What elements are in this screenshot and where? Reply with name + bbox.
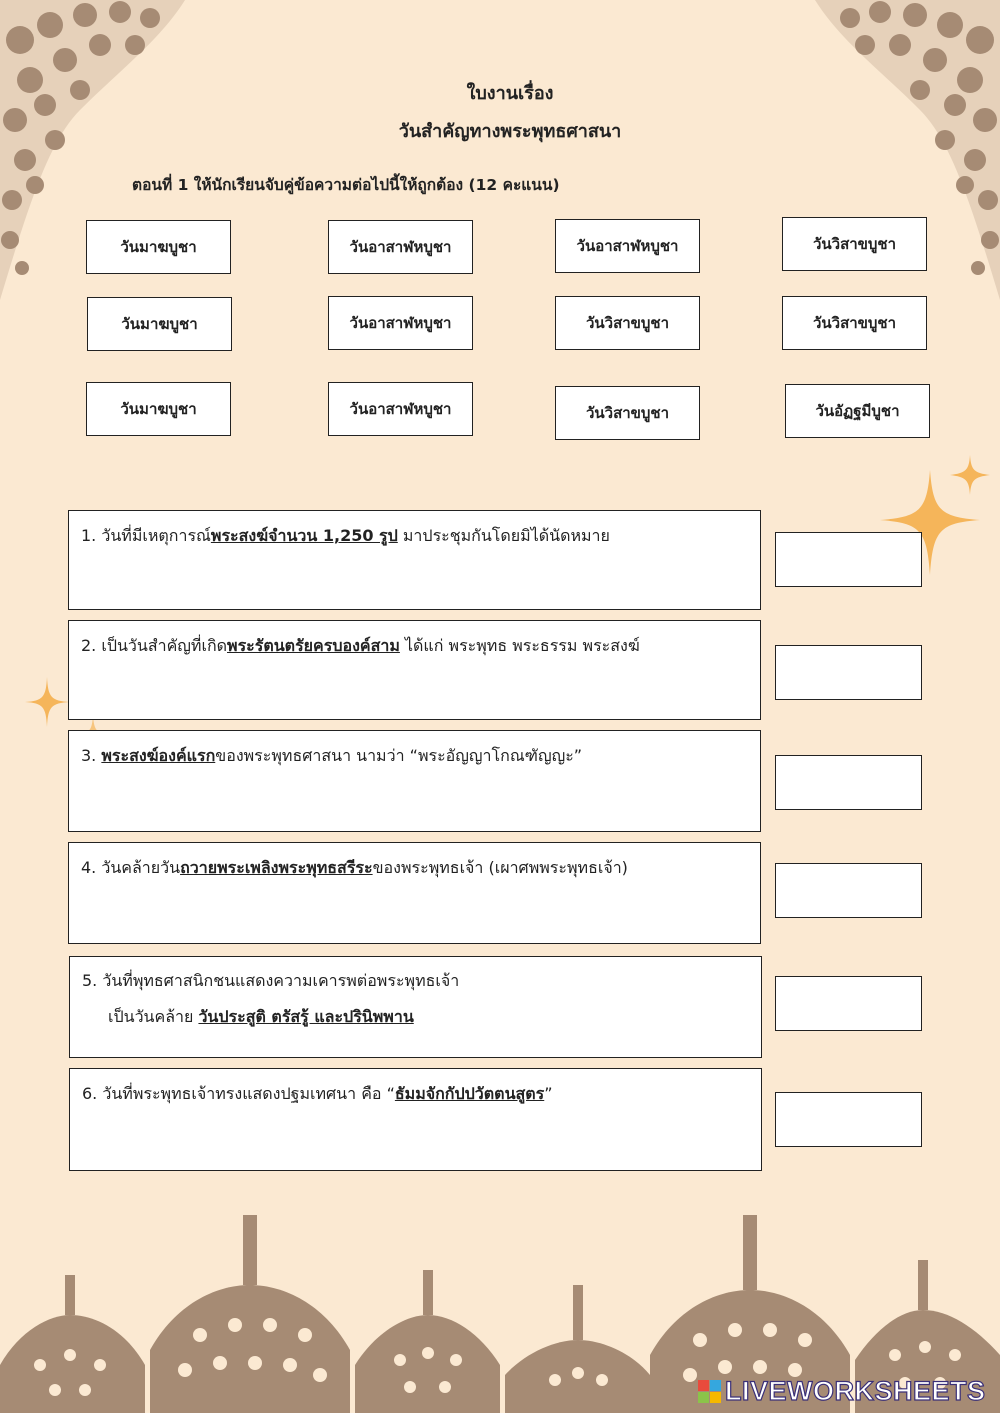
answer-drop-box[interactable]	[775, 1092, 922, 1147]
word-card[interactable]: วันอัฏฐมีบูชา	[785, 384, 930, 438]
question-text: 5. วันที่พุทธศาสนิกชนแสดงความเคารพต่อพระพุทธเจ้า	[82, 971, 460, 990]
question-keyword: ถวายพระเพลิงพระพุทธสรีระ	[180, 858, 373, 877]
question-keyword: ธัมมจักกัปปวัตตนสูตร	[394, 1084, 545, 1103]
question-box	[68, 620, 761, 720]
question-text: 6. วันที่พระพุทธเจ้าทรงแสดงปฐมเทศนา คือ “	[82, 1084, 395, 1103]
answer-drop-box[interactable]	[775, 532, 922, 587]
question-text: 3.	[81, 746, 102, 765]
question-keyword: พระสงฆ์จำนวน 1,250 รูป	[210, 526, 398, 545]
question-text: ของพระพุทธศาสนา นามว่า “พระอัญญาโกณฑัญญะ”	[215, 746, 583, 765]
question-box	[69, 1068, 762, 1171]
liveworksheets-logo	[698, 1376, 986, 1407]
answer-drop-box[interactable]	[775, 755, 922, 810]
question-text: ของพระพุทธเจ้า (เผาศพพระพุทธเจ้า)	[372, 858, 628, 877]
question-box	[68, 842, 761, 944]
word-card[interactable]: วันอาสาฬหบูชา	[328, 296, 473, 350]
answer-drop-box[interactable]	[775, 645, 922, 700]
question-keyword: วันประสูติ ตรัสรู้ และปรินิพพาน	[198, 1007, 414, 1026]
question-box	[68, 510, 761, 610]
word-card[interactable]: วันวิสาขบูชา	[782, 217, 927, 271]
question-text: ได้แก่ พระพุทธ พระธรรม พระสงฆ์	[399, 636, 640, 655]
instruction-text: ตอนที่ 1 ให้นักเรียนจับคู่ข้อความต่อไปนี้ให้ถูกต้อง (12 คะแนน)	[132, 176, 560, 194]
question-text: ”	[544, 1084, 553, 1103]
question-keyword: พระรัตนตรัยครบองค์สาม	[227, 636, 400, 655]
word-card[interactable]: วันมาฆบูชา	[87, 297, 232, 351]
question-box	[68, 730, 761, 832]
word-card[interactable]: วันอาสาฬหบูชา	[328, 220, 473, 274]
question-text: 1. วันที่มีเหตุการณ์	[81, 526, 211, 545]
question-keyword: พระสงฆ์องค์แรก	[101, 746, 216, 765]
word-card[interactable]: วันอาสาฬหบูชา	[555, 219, 700, 273]
word-card[interactable]: วันมาฆบูชา	[86, 382, 231, 436]
word-card[interactable]: วันอาสาฬหบูชา	[328, 382, 473, 436]
answer-drop-box[interactable]	[775, 976, 922, 1031]
word-card[interactable]: วันวิสาขบูชา	[555, 296, 700, 350]
word-card[interactable]: วันมาฆบูชา	[86, 220, 231, 274]
question-text: เป็นวันคล้าย	[108, 1007, 199, 1026]
answer-drop-box[interactable]	[775, 863, 922, 918]
question-text: 4. วันคล้ายวัน	[81, 858, 181, 877]
word-card[interactable]: วันวิสาขบูชา	[782, 296, 927, 350]
worksheet-title: ใบงานเรื่อง	[466, 83, 554, 104]
logo-badge-icon	[698, 1380, 721, 1403]
question-text: มาประชุมกันโดยมิได้นัดหมาย	[397, 526, 610, 545]
worksheet-subtitle: วันสำคัญทางพระพุทธศาสนา	[398, 121, 622, 142]
question-text: 2. เป็นวันสำคัญที่เกิด	[81, 636, 228, 655]
word-card[interactable]: วันวิสาขบูชา	[555, 386, 700, 440]
question-box	[69, 956, 762, 1058]
logo-text: LIVEWORKSHEETS	[725, 1376, 986, 1406]
